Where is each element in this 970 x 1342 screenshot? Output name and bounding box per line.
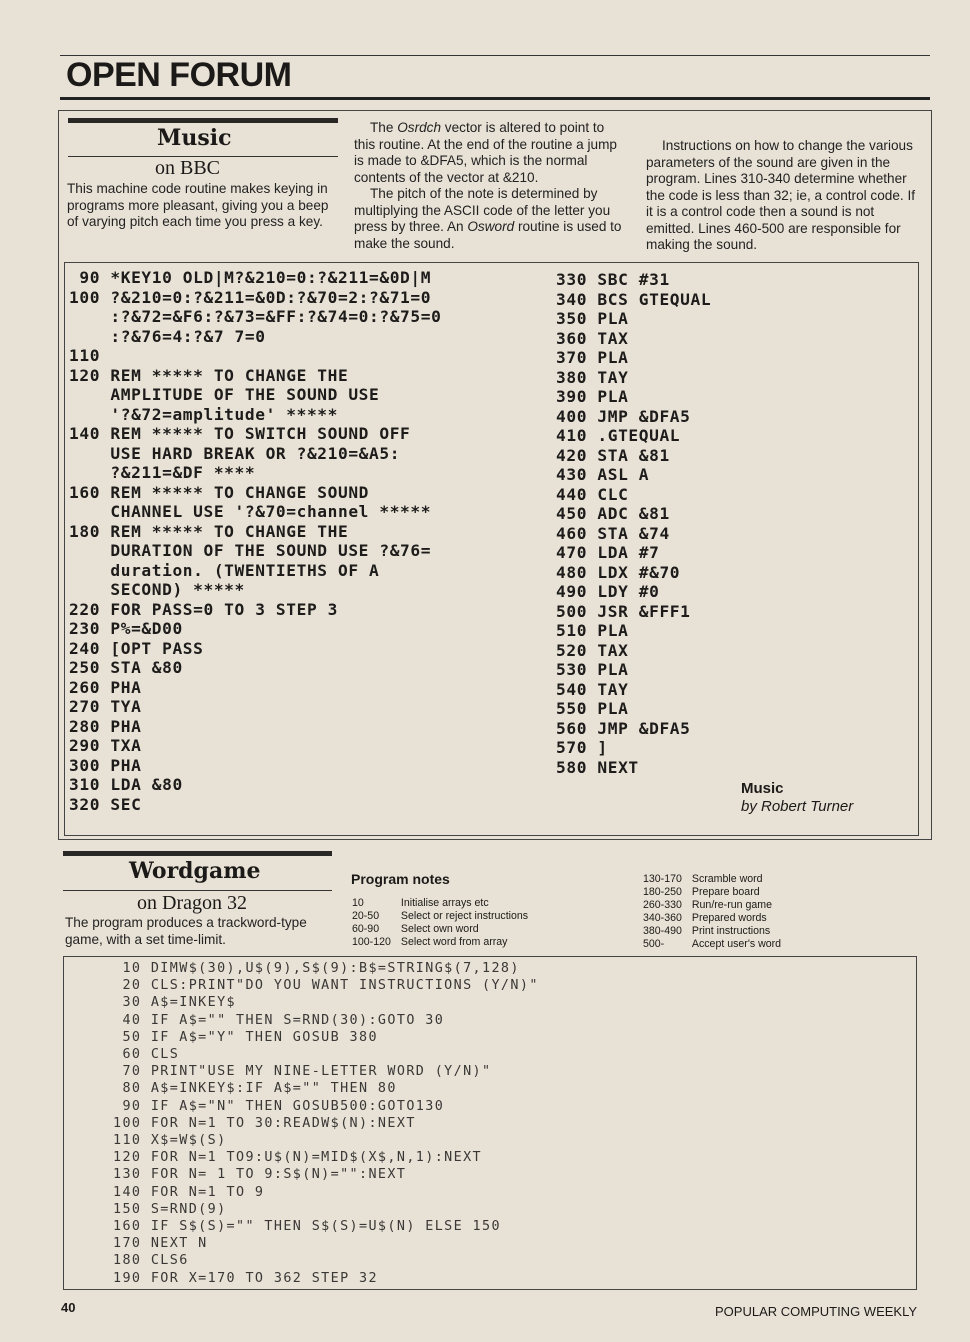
- program-note-desc: Select or reject instructions: [400, 909, 529, 922]
- code-line: ?&211=&DF ****: [69, 463, 256, 482]
- article-bar: [68, 118, 338, 123]
- wordgame-intro: [65, 915, 340, 948]
- music-paragraph-3: Instructions on how to change the various parameters of the sound are given in the program. Lines 310-340 determine whether the code is less than 32; ie, a control code. If it is a control code then a sound is not emitted. Lines 460-500 are responsible for making the sound.: [646, 138, 916, 252]
- code-line: 220 FOR PASS=0 TO 3 STEP 3: [69, 599, 338, 619]
- code-line: 250 STA &80: [69, 658, 183, 677]
- code-line: 450 ADC &81: [556, 504, 670, 523]
- music-paragraph-1: The Osrdch vector is altered to point to this routine. At the end of the routine a jump is made to &DFA5, which is the normal contents of the vector at &210.: [354, 120, 617, 185]
- code-line: 240 [OPT PASS: [69, 638, 204, 658]
- header-rule-thick: [60, 97, 930, 100]
- code-line: 540 TAY: [556, 679, 629, 699]
- music-listing-left: [69, 268, 441, 814]
- code-line: AMPLITUDE OF THE SOUND USE: [69, 385, 380, 404]
- program-note-lines: 340-360: [643, 911, 682, 924]
- code-line: 550 PLA: [556, 699, 629, 718]
- program-note-row: [352, 936, 538, 949]
- program-note-desc: Select word from array: [400, 935, 508, 948]
- code-line: 490 LDY #0: [556, 582, 660, 601]
- code-line: :?&72=&F6:?&73=&FF:?&74=0:?&75=0: [69, 307, 442, 326]
- code-line: 480 LDX #&70: [556, 562, 681, 582]
- code-line: 470 LDA #7: [556, 543, 660, 562]
- program-note-lines: 180-250: [643, 885, 682, 898]
- program-note-lines: 60-90: [352, 922, 380, 935]
- code-line: 350 PLA: [556, 309, 629, 328]
- program-note-lines: 10: [352, 897, 364, 909]
- osword-term: Osword: [467, 219, 515, 234]
- code-line: 430 ASL A: [556, 465, 650, 484]
- code-line: 110: [69, 346, 101, 365]
- code-line: 40 IF A$="" THEN S=RND(30):GOTO 30: [113, 1012, 445, 1028]
- section-title: OPEN FORUM: [66, 56, 292, 94]
- program-note-row: [643, 912, 791, 925]
- code-line: 500 JSR &FFF1: [556, 601, 691, 621]
- music-column-3: [646, 138, 920, 254]
- music-intro-text: This machine code routine makes keying in programs more pleasant, giving you a beep of varying pitch each time you press a key.: [67, 181, 329, 229]
- program-note-desc: Print instructions: [691, 924, 771, 937]
- code-line: 570 ]: [556, 738, 608, 757]
- program-note-row: [643, 938, 791, 951]
- wordgame-title: Wordgame: [129, 858, 261, 884]
- music-subtitle: on BBC: [155, 157, 221, 179]
- code-line: 110 X$=W$(S): [113, 1133, 227, 1149]
- music-column-2: [354, 120, 628, 252]
- program-notes-left: [352, 897, 538, 949]
- music-paragraph-2: The pitch of the note is determined by multiplying the ASCII code of the letter you press by three. An Osword routine is used to make the sound.: [354, 186, 622, 251]
- code-line: 380 TAY: [556, 367, 629, 387]
- code-line: duration. (TWENTIETHS OF A: [69, 560, 380, 580]
- code-line: 100 ?&210=0:?&211=&0D:?&70=2:?&71=0: [69, 287, 432, 307]
- code-line: 270 TYA: [69, 697, 142, 716]
- code-line: 50 IF A$="Y" THEN GOSUB 380: [113, 1029, 378, 1045]
- page-number: 40: [61, 1300, 76, 1315]
- code-line: 300 PHA: [69, 755, 142, 775]
- program-note-row: [643, 925, 791, 938]
- code-line: 140 REM ***** TO SWITCH SOUND OFF: [69, 424, 411, 443]
- program-note-row: [643, 886, 791, 899]
- program-note-desc: Prepare board: [691, 885, 760, 898]
- program-note-desc: Initialise arrays etc: [400, 897, 489, 909]
- code-line: 410 .GTEQUAL: [556, 426, 681, 445]
- code-line: 460 STA &74: [556, 523, 670, 543]
- code-line: 120 REM ***** TO CHANGE THE: [69, 365, 349, 385]
- program-note-row: [352, 910, 538, 923]
- code-line: :?&76=4:?&7 7=0: [69, 326, 266, 346]
- code-line: 80 A$=INKEY$:IF A$="" THEN 80: [113, 1081, 397, 1097]
- code-line: 90 IF A$="N" THEN GOSUB500:GOTO130: [113, 1098, 445, 1114]
- program-note-lines: 500-: [643, 937, 665, 950]
- code-line: 360 TAX: [556, 328, 629, 348]
- code-line: 580 NEXT: [556, 757, 639, 777]
- code-line: 310 LDA &80: [69, 775, 183, 794]
- code-line: 390 PLA: [556, 387, 629, 406]
- code-line: 120 FOR N=1 TO9:U$(N)=MID$(X$,N,1):NEXT: [113, 1150, 483, 1166]
- code-line: 20 CLS:PRINT"DO YOU WANT INSTRUCTIONS (Y/N)": [113, 978, 539, 994]
- code-line: 280 PHA: [69, 716, 142, 736]
- code-line: 330 SBC #31: [556, 270, 670, 289]
- code-line: 510 PLA: [556, 621, 629, 640]
- code-line: 30 A$=INKEY$: [113, 995, 237, 1011]
- program-note-desc: Scramble word: [691, 873, 763, 885]
- osrdch-term: Osrdch: [397, 120, 442, 135]
- program-note-lines: 20-50: [352, 909, 380, 922]
- code-line: 130 FOR N= 1 TO 9:S$(N)="":NEXT: [113, 1167, 407, 1183]
- code-line: 400 JMP &DFA5: [556, 406, 691, 426]
- listing-caption-author: by Robert Turner: [741, 798, 854, 815]
- program-notes-right: [643, 873, 791, 950]
- code-line: 320 SEC: [69, 794, 142, 814]
- code-line: '?&72=amplitude' *****: [69, 404, 338, 424]
- code-line: DURATION OF THE SOUND USE ?&76=: [69, 541, 432, 560]
- listing-caption-title: Music: [741, 780, 784, 797]
- code-line: 60 CLS: [113, 1047, 180, 1063]
- code-line: 90 *KEY10 OLD|M?&210=0:?&211=&0D|M: [69, 268, 432, 287]
- program-note-lines: 380-490: [643, 924, 682, 937]
- program-note-lines: 260-330: [643, 898, 682, 911]
- code-line: 180 REM ***** TO CHANGE THE: [69, 521, 349, 541]
- code-line: 190 FOR X=170 TO 362 STEP 32: [113, 1270, 378, 1286]
- program-note-row: [643, 899, 791, 912]
- code-line: SECOND) *****: [69, 580, 245, 599]
- program-note-desc: Prepared words: [691, 911, 767, 924]
- program-note-row: [643, 873, 791, 886]
- music-intro: [67, 181, 340, 231]
- title-rule: [63, 890, 332, 891]
- program-notes-title: Program notes: [351, 871, 450, 887]
- code-line: 560 JMP &DFA5: [556, 718, 691, 738]
- code-line: 100 FOR N=1 TO 30:READW$(N):NEXT: [113, 1115, 416, 1131]
- code-line: 420 STA &81: [556, 445, 670, 465]
- program-note-lines: 100-120: [352, 935, 391, 948]
- code-line: 530 PLA: [556, 660, 629, 679]
- code-line: 370 PLA: [556, 348, 629, 367]
- music-listing-right: [556, 270, 711, 777]
- code-line: 520 TAX: [556, 640, 629, 660]
- wordgame-listing: [113, 960, 539, 1287]
- wordgame-intro-text: The program produces a trackword-type game, with a set time-limit.: [65, 915, 307, 947]
- code-line: 140 FOR N=1 TO 9: [113, 1184, 265, 1200]
- code-line: 290 TXA: [69, 736, 142, 755]
- program-note-desc: Run/re-run game: [691, 898, 772, 911]
- program-note-desc: Accept user's word: [691, 937, 782, 950]
- code-line: 160 IF S$(S)="" THEN S$(S)=U$(N) ELSE 150: [113, 1219, 501, 1235]
- code-line: 340 BCS GTEQUAL: [556, 289, 712, 309]
- code-line: 160 REM ***** TO CHANGE SOUND: [69, 482, 370, 502]
- program-note-lines: 130-170: [643, 873, 682, 885]
- program-note-row: [352, 897, 538, 910]
- magazine-name: POPULAR COMPUTING WEEKLY: [715, 1304, 918, 1319]
- program-note-desc: Select own word: [400, 922, 479, 935]
- code-line: 150 S=RND(9): [113, 1201, 227, 1217]
- wordgame-subtitle: on Dragon 32: [137, 892, 247, 914]
- code-line: CHANNEL USE '?&70=channel *****: [69, 502, 432, 521]
- code-line: 10 DIMW$(30),U$(9),S$(9):B$=STRING$(7,128): [113, 961, 520, 976]
- code-line: USE HARD BREAK OR ?&210=&A5:: [69, 443, 401, 463]
- code-line: 260 PHA: [69, 677, 142, 697]
- code-line: 70 PRINT"USE MY NINE-LETTER WORD (Y/N)": [113, 1064, 492, 1080]
- code-line: 440 CLC: [556, 484, 629, 504]
- music-title: Music: [157, 125, 232, 151]
- article-bar: [63, 851, 332, 856]
- code-line: 180 CLS6: [113, 1253, 189, 1269]
- code-line: 230 P%=&D00: [69, 619, 183, 638]
- program-note-row: [352, 923, 538, 936]
- code-line: 170 NEXT N: [113, 1236, 208, 1252]
